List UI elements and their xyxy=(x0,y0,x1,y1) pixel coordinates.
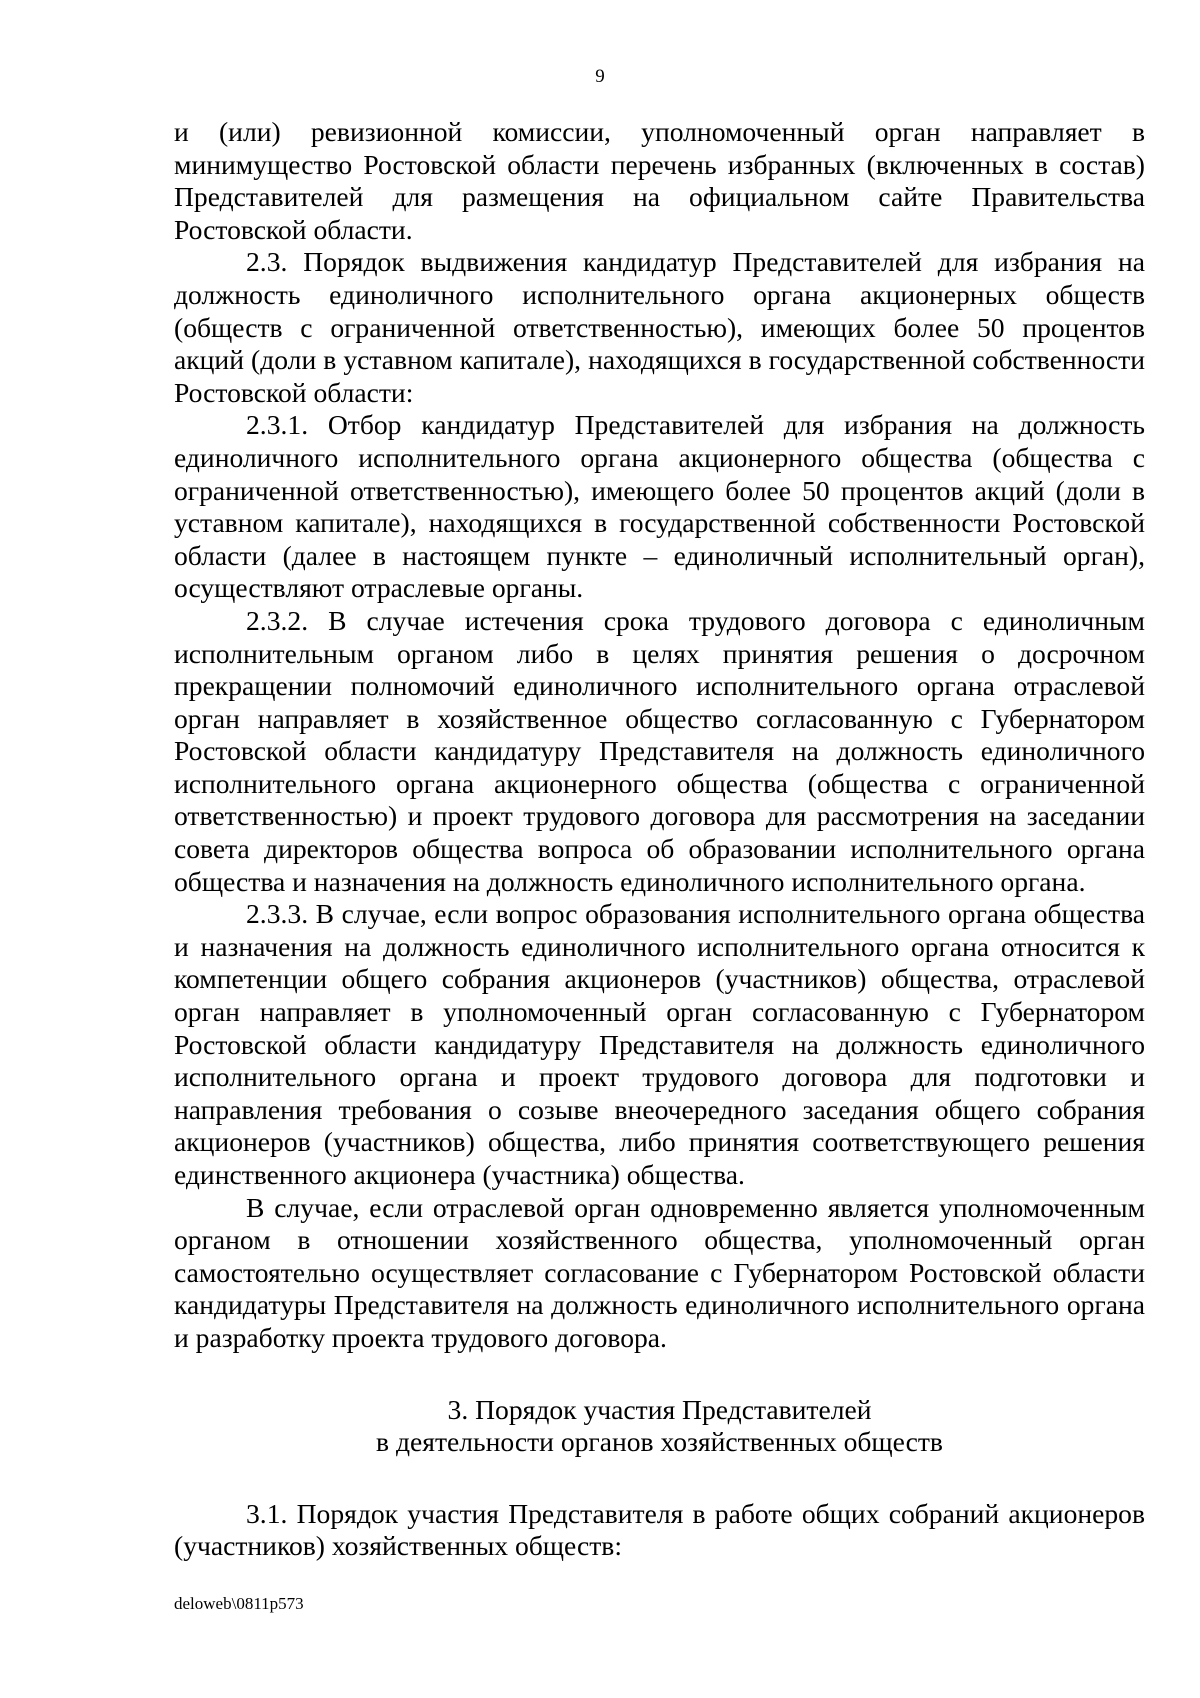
paragraph-2-3: 2.3. Порядок выдвижения кандидатур Представителей для избрания на должность единоличного исполнительного органа акционерных обществ (обществ с ограниченной ответственностью), имеющих более 50 процентов акций (доли в уставном капитале), находящихся в государственной собственности Ростовской области: xyxy=(174,246,1145,408)
paragraph-2-3-2: 2.3.2. В случае истечения срока трудового договора с единоличным исполнительным органом либо в целях принятия решения о досрочном прекращении полномочий единоличного исполнительного органа отраслевой орган направляет в хозяйственное общество согласованную с Губернатором Ростовской области кандидатуру Представителя на должность единоличного исполнительного органа акционерного общества (общества с ограниченной ответственностью) и проект трудового договора для рассмотрения на заседании совета директоров общества вопроса об образовании исполнительного органа общества и назначения на должность единоличного исполнительного органа. xyxy=(174,604,1145,897)
page-number: 9 xyxy=(595,66,605,87)
paragraph-2-3-1: 2.3.1. Отбор кандидатур Представителей для избрания на должность единоличного исполнительного органа акционерного общества (общества с ограниченной ответственностью), имеющего более 50 процентов акций (доли в уставном капитале), находящихся в государственной собственности Ростовской области (далее в настоящем пункте – единоличный исполнительный орган), осуществляют отраслевые органы. xyxy=(174,409,1145,604)
paragraph-continuation: и (или) ревизионной комиссии, уполномоченный орган направляет в минимущество Ростовской области перечень избранных (включенных в состав) Представителей для размещения на официальном сайте Правительства Ростовской области. xyxy=(174,116,1145,245)
section-heading-line-1: 3. Порядок участия Представителей xyxy=(447,1393,872,1425)
paragraph-2-3-3-addendum: В случае, если отраслевой орган одновременно является уполномоченным органом в отношении хозяйственного общества, уполномоченный орган самостоятельно осуществляет согласование с Губернатором Ростовской области кандидатуры Представителя на должность единоличного исполнительного органа и разработку проекта трудового договора. xyxy=(174,1191,1145,1353)
paragraph-3-1: 3.1. Порядок участия Представителя в работе общих собраний акционеров (участников) хозяйственных обществ: xyxy=(174,1497,1145,1562)
section-heading xyxy=(174,1394,1145,1459)
section-heading-line-2: в деятельности органов хозяйственных обществ xyxy=(376,1426,943,1458)
document-body xyxy=(174,116,1145,1563)
footer-document-code: deloweb\0811p573 xyxy=(174,1594,304,1613)
paragraph-2-3-3: 2.3.3. В случае, если вопрос образования исполнительного органа общества и назначения на должность единоличного исполнительного органа относится к компетенции общего собрания акционеров (участников) общества, отраслевой орган направляет в уполномоченный орган согласованную с Губернатором Ростовской области кандидатуру Представителя на должность единоличного исполнительного органа и проект трудового договора для подготовки и направления требования о созыве внеочередного заседания общего собрания акционеров (участников) общества, либо принятия соответствующего решения единственного акционера (участника) общества. xyxy=(174,898,1145,1190)
